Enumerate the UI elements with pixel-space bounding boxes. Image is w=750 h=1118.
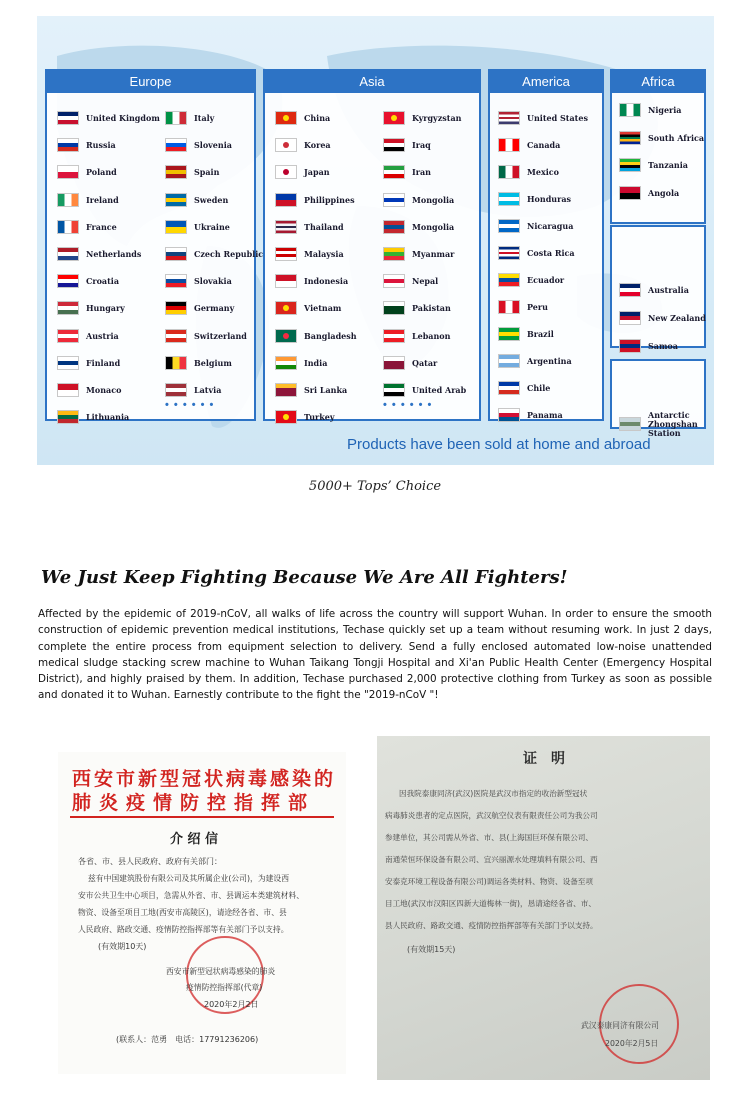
country-name: Czech Republic	[194, 249, 264, 259]
country-item	[165, 383, 221, 397]
country-item	[383, 165, 431, 179]
country-flag-icon	[275, 247, 297, 261]
country-flag-icon	[165, 193, 187, 207]
country-name: France	[86, 221, 117, 232]
country-flag-icon	[383, 193, 405, 207]
country-flag-icon	[275, 274, 297, 288]
country-name: Vietnam	[304, 303, 342, 314]
doc-left-title-line1: 西安市新型冠状病毒感染的	[72, 768, 337, 790]
country-item	[383, 138, 431, 152]
country-item	[619, 339, 678, 353]
country-item	[498, 273, 564, 287]
country-item	[383, 301, 451, 315]
country-flag-icon	[165, 383, 187, 397]
country-name: Hungary	[86, 303, 125, 314]
asia-panel-title: Asia	[265, 71, 479, 93]
america-panel	[488, 69, 604, 421]
country-name: Peru	[527, 302, 548, 312]
flag-emblem-icon	[283, 142, 289, 148]
doc-left-title-line2: 肺炎疫情防控指挥部	[72, 792, 316, 814]
country-item	[275, 220, 344, 234]
doc-left-line: 人民政府、路政交通、疫情防控指挥部等有关部门予以支持。	[78, 925, 289, 934]
country-flag-icon	[165, 165, 187, 179]
country-item	[498, 408, 563, 422]
country-name: Tanzania	[648, 160, 688, 170]
flag-emblem-icon	[283, 414, 289, 420]
doc-right-line: 因我院泰康同济(武汉)医院是武汉市指定的收治新型冠状	[399, 789, 588, 798]
country-name: Philippines	[304, 194, 355, 205]
country-name: Ecuador	[527, 275, 565, 285]
country-flag-icon	[165, 329, 187, 343]
country-name: Italy	[194, 113, 215, 123]
country-item	[57, 356, 120, 370]
doc-left-line: 物资、设备至项目工地(西安市高陵区)，请途经各省、市、县	[78, 908, 287, 917]
country-flag-icon	[383, 329, 405, 343]
country-item	[57, 383, 121, 397]
doc-left-line: 各省、市、县人民政府、政府有关部门：	[78, 857, 222, 866]
doc-left-line: 兹有中国建筑股份有限公司及其所属企业(公司)，为建设西	[88, 874, 290, 883]
country-item	[619, 103, 681, 117]
country-flag-icon	[619, 339, 641, 353]
xian-introduction-letter-photo	[58, 752, 346, 1074]
country-name: Kyrgyzstan	[412, 113, 462, 123]
country-item	[165, 274, 232, 288]
country-name: Mongolia	[412, 221, 455, 232]
country-item	[57, 410, 129, 424]
country-name: Indonesia	[304, 276, 349, 287]
country-item	[619, 283, 689, 297]
country-item	[619, 311, 706, 325]
doc-left-signature: 西安市新型冠状病毒感染的肺炎	[166, 967, 276, 976]
country-item	[498, 354, 572, 368]
country-name: Argentina	[527, 356, 572, 366]
country-item	[275, 301, 341, 315]
country-name: Sweden	[194, 194, 229, 205]
country-name: India	[304, 357, 328, 368]
country-item	[275, 329, 357, 343]
country-item	[383, 220, 454, 234]
country-flag-icon	[165, 138, 187, 152]
country-item	[383, 193, 454, 207]
country-item	[165, 329, 247, 343]
country-name: Honduras	[527, 194, 572, 204]
country-name: Korea	[304, 140, 331, 151]
europe-panel-title: Europe	[47, 71, 254, 93]
country-name: Pakistan	[412, 303, 451, 314]
country-name: Belgium	[194, 357, 232, 368]
country-flag-icon	[57, 247, 79, 261]
country-name: Netherlands	[86, 249, 142, 259]
doc-left-signature: 疫情防控指挥部(代章)	[186, 983, 263, 992]
country-item	[57, 138, 116, 152]
body-paragraph: Affected by the epidemic of 2019-nCoV, all walks of life across the country will support Wuhan. In order to ensure the smooth construction of epidemic prevention medical institutions, Techase quickly set up a team without resuming work. In just 2 days, complete the entire process from equipment selection to delivery. Send a fully enclosed automated low-noise unattended medical sludge stacking screw machine to Wuhan Taikang Tongji Hospital and Xi'an Public Health Center (Emergency Hospital District), and highly praised by them. In addition, Techase purchased 2,000 protective clothing from Turkey as soon as possible and donated it to Wuhan. Earnestly contribute to the fight the "2019-nCoV "!	[38, 608, 712, 702]
country-flag-icon	[619, 186, 641, 200]
country-item	[498, 327, 554, 341]
country-name: Germany	[194, 303, 235, 314]
country-item	[57, 301, 125, 315]
country-name: Mongolia	[412, 194, 455, 205]
country-item	[275, 410, 335, 424]
flag-emblem-icon	[283, 305, 289, 311]
country-item	[498, 111, 588, 125]
country-name: Brazil	[527, 329, 554, 339]
asia-panel	[263, 69, 481, 421]
country-item	[165, 138, 232, 152]
country-flag-icon	[275, 410, 297, 424]
country-item	[619, 409, 702, 438]
country-flag-icon	[498, 246, 520, 260]
country-name: Samoa	[648, 341, 678, 351]
country-flag-icon	[498, 165, 520, 179]
world-map-banner	[37, 16, 714, 465]
doc-right-validity: (有效期15天)	[407, 945, 456, 954]
country-flag-icon	[275, 193, 297, 207]
country-flag-icon	[57, 356, 79, 370]
country-flag-icon	[57, 274, 79, 288]
country-name: Turkey	[304, 412, 335, 423]
country-name: Russia	[86, 140, 116, 151]
doc-right-title: 证 明	[523, 751, 565, 767]
country-name: Ireland	[86, 194, 119, 205]
country-flag-icon	[498, 111, 520, 125]
country-flag-icon	[275, 383, 297, 397]
country-flag-icon	[275, 220, 297, 234]
country-name: Monaco	[86, 385, 122, 395]
country-item	[498, 192, 571, 206]
country-name: Antarctic Zhongshan Station	[648, 409, 698, 438]
country-flag-icon	[619, 417, 641, 431]
country-flag-icon	[383, 356, 405, 370]
country-flag-icon	[57, 111, 79, 125]
country-name: Poland	[86, 167, 117, 178]
country-flag-icon	[275, 356, 297, 370]
doc-right-signature: 武汉泰康同济有限公司	[581, 1021, 659, 1030]
country-item	[57, 193, 119, 207]
country-name: China	[304, 113, 331, 123]
country-name: Finland	[86, 357, 121, 368]
country-name: Slovakia	[194, 276, 232, 287]
country-name: Qatar	[412, 357, 438, 368]
country-name: Slovenia	[194, 140, 232, 151]
country-item	[275, 111, 330, 125]
country-item	[383, 383, 466, 397]
country-flag-icon	[619, 283, 641, 297]
country-name: Angola	[648, 187, 680, 198]
country-item	[275, 138, 331, 152]
country-item	[57, 111, 160, 125]
country-name: Australia	[648, 285, 689, 295]
country-name: South Africa	[648, 132, 705, 143]
country-flag-icon	[383, 111, 405, 125]
country-item	[57, 220, 117, 234]
country-name: Canada	[527, 140, 561, 150]
doc-right-line: 南通荣恒环保设备有限公司、宜兴丽源水处理填料有限公司、西	[385, 855, 598, 864]
country-name: Nigeria	[648, 105, 682, 115]
wuhan-certificate-photo	[377, 736, 710, 1080]
country-item	[275, 383, 347, 397]
country-item	[275, 356, 327, 370]
country-name: Bangladesh	[304, 330, 357, 341]
country-name: Japan	[304, 167, 330, 178]
country-name: Lithuania	[86, 412, 130, 423]
country-flag-icon	[275, 138, 297, 152]
country-name: Nepal	[412, 276, 439, 287]
country-flag-icon	[165, 111, 187, 125]
country-item	[57, 247, 141, 261]
country-item	[275, 193, 355, 207]
country-flag-icon	[165, 301, 187, 315]
country-item	[498, 300, 548, 314]
country-flag-icon	[57, 138, 79, 152]
antarctica-panel	[610, 359, 706, 438]
country-flag-icon	[383, 247, 405, 261]
doc-left-date: 2020年2月2日	[204, 1000, 259, 1009]
country-item	[165, 301, 234, 315]
country-flag-icon	[275, 301, 297, 315]
country-name: Panama	[527, 410, 563, 420]
flag-emblem-icon	[391, 115, 397, 121]
country-flag-icon	[57, 301, 79, 315]
country-flag-icon	[383, 138, 405, 152]
doc-left-validity: (有效期10天)	[98, 942, 147, 951]
tops-caption: 5000+ Tops’ Choice	[308, 479, 442, 494]
country-flag-icon	[165, 247, 187, 261]
country-flag-icon	[383, 165, 405, 179]
country-name: Ukraine	[194, 221, 230, 232]
doc-left-subtitle: 介 绍 信	[170, 832, 219, 847]
country-item	[165, 193, 228, 207]
country-flag-icon	[57, 193, 79, 207]
country-flag-icon	[498, 381, 520, 395]
country-flag-icon	[498, 327, 520, 341]
country-flag-icon	[57, 165, 79, 179]
country-item	[498, 165, 559, 179]
country-flag-icon	[619, 131, 641, 145]
doc-left-contact: (联系人：范勇 电话：17791236206)	[116, 1035, 259, 1044]
country-name: United States	[527, 113, 588, 123]
country-flag-icon	[165, 356, 187, 370]
country-item	[383, 111, 461, 125]
flag-emblem-icon	[283, 333, 289, 339]
country-name: Nicaragua	[527, 221, 574, 231]
doc-right-date: 2020年2月5日	[605, 1039, 659, 1048]
country-flag-icon	[57, 410, 79, 424]
country-flag-icon	[383, 383, 405, 397]
country-item	[57, 329, 119, 343]
country-item	[165, 220, 230, 234]
country-flag-icon	[383, 301, 405, 315]
country-item	[57, 274, 119, 288]
country-item	[165, 356, 232, 370]
country-flag-icon	[165, 220, 187, 234]
country-name: Lebanon	[412, 330, 451, 341]
country-flag-icon	[275, 165, 297, 179]
doc-right-line: 目工地(武汉市汉阳区四新大道梅林一街)，恳请途经各省、市、	[385, 899, 596, 908]
flag-emblem-icon	[283, 169, 289, 175]
doc-left-line: 安市公共卫生中心项目，急需从外省、市、县调运本类建筑材料、	[78, 891, 305, 900]
country-name: Chile	[527, 383, 551, 393]
doc-right-line: 县人民政府、路政交通、疫情防控指挥部等有关部门予以支持。	[385, 921, 598, 930]
country-item	[57, 165, 117, 179]
country-item	[275, 165, 330, 179]
country-flag-icon	[275, 329, 297, 343]
country-flag-icon	[498, 138, 520, 152]
country-flag-icon	[383, 274, 405, 288]
headline: We Just Keep Fighting Because We Are All Fighters!	[41, 567, 568, 588]
country-item	[498, 381, 550, 395]
country-name: Switzerland	[194, 330, 247, 341]
country-item	[383, 274, 438, 288]
doc-right-line: 参建单位，其公司需从外省、市、县(上海国巨环保有限公司、	[385, 833, 593, 842]
country-item	[498, 219, 573, 233]
country-name: New Zealand	[648, 313, 706, 323]
doc-left-red-rule	[70, 816, 334, 818]
europe-panel	[45, 69, 264, 423]
country-item	[498, 246, 575, 260]
country-name: Sri Lanka	[304, 385, 348, 395]
country-name: Thailand	[304, 221, 344, 232]
country-flag-icon	[619, 158, 641, 172]
country-flag-icon	[165, 274, 187, 288]
country-item	[619, 158, 688, 172]
country-name: Malaysia	[304, 249, 344, 259]
africa-panel-title: Africa	[612, 71, 704, 93]
country-flag-icon	[498, 300, 520, 314]
country-flag-icon	[275, 111, 297, 125]
country-name: Latvia	[194, 385, 222, 395]
country-name: United Kingdom	[86, 113, 160, 123]
country-name: Iraq	[412, 140, 431, 151]
country-flag-icon	[498, 273, 520, 287]
country-item	[383, 356, 437, 370]
country-item	[275, 247, 344, 261]
country-name: Spain	[194, 167, 220, 178]
country-flag-icon	[498, 219, 520, 233]
country-item	[498, 138, 560, 152]
country-item	[165, 247, 263, 261]
country-item	[165, 165, 219, 179]
map-caption: Products have been sold at home and abroad	[347, 436, 651, 453]
country-item	[165, 111, 214, 125]
country-flag-icon	[498, 354, 520, 368]
oceania-panel	[610, 225, 706, 351]
asia-more-indicator: • • • • • •	[383, 399, 433, 411]
country-name: Mexico	[527, 167, 559, 177]
country-name: Costa Rica	[527, 248, 575, 258]
country-flag-icon	[619, 311, 641, 325]
country-name: Croatia	[86, 276, 120, 287]
country-item	[619, 131, 704, 145]
country-item	[383, 247, 454, 261]
flag-emblem-icon	[283, 115, 289, 121]
country-flag-icon	[498, 192, 520, 206]
country-item	[383, 329, 450, 343]
doc-right-line: 安泰克环境工程设备有限公司)调运各类材料、物资、设备至项	[385, 877, 593, 886]
africa-panel	[610, 69, 706, 224]
country-name: Iran	[412, 167, 431, 178]
country-name: Austria	[86, 330, 119, 341]
europe-more-indicator: • • • • • •	[165, 399, 215, 411]
country-item	[275, 274, 348, 288]
doc-right-line: 病毒肺炎患者的定点医院，武汉航空仪表有限责任公司为我公司	[385, 811, 598, 820]
country-flag-icon	[57, 383, 79, 397]
country-flag-icon	[57, 329, 79, 343]
country-item	[619, 186, 679, 200]
america-panel-title: America	[490, 71, 602, 93]
country-flag-icon	[57, 220, 79, 234]
country-flag-icon	[498, 408, 520, 422]
country-name: Myanmar	[412, 249, 455, 259]
country-flag-icon	[383, 220, 405, 234]
country-flag-icon	[619, 103, 641, 117]
country-name: United Arab	[412, 385, 467, 395]
